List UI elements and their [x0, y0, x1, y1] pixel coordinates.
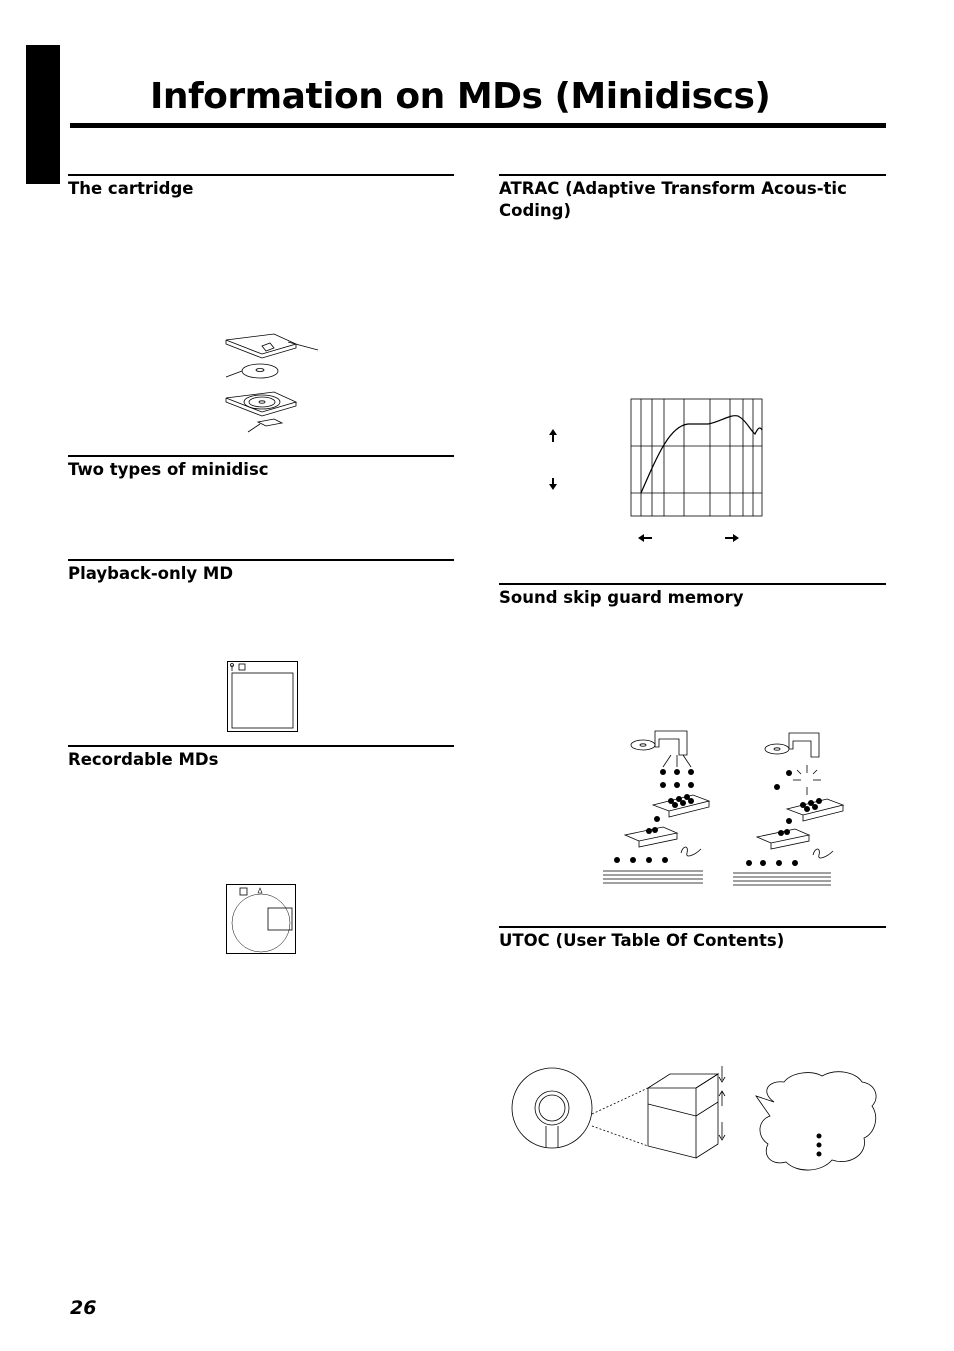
recordable-md-illustration [226, 884, 297, 955]
section-rule [68, 745, 454, 747]
title-rule [70, 123, 886, 128]
section-rule [68, 559, 454, 561]
heading-cartridge: The cartridge [68, 179, 194, 198]
section-rule [499, 174, 886, 176]
cartridge-diagram [222, 330, 322, 436]
heading-skip-guard: Sound skip guard memory [499, 588, 744, 607]
utoc-disc-illustration [506, 1062, 886, 1180]
section-rule [68, 455, 454, 457]
section-edge-tab [26, 45, 60, 184]
skip-guard-memory-illustration [597, 727, 847, 891]
playback-md-illustration [227, 661, 299, 733]
section-rule [68, 174, 454, 176]
heading-atrac: ATRAC (Adaptive Transform Acous-tic Coding) [499, 179, 847, 220]
atrac-response-graph [540, 396, 770, 548]
heading-two-types: Two types of minidisc [68, 460, 269, 479]
section-rule [499, 583, 886, 585]
heading-playback-only: Playback-only MD [68, 564, 234, 583]
section-rule [499, 926, 886, 928]
heading-utoc: UTOC (User Table Of Contents) [499, 931, 785, 950]
page-number: 26 [70, 1297, 97, 1319]
heading-recordable: Recordable MDs [68, 750, 219, 769]
page-title: Information on MDs (Minidiscs) [150, 76, 771, 117]
